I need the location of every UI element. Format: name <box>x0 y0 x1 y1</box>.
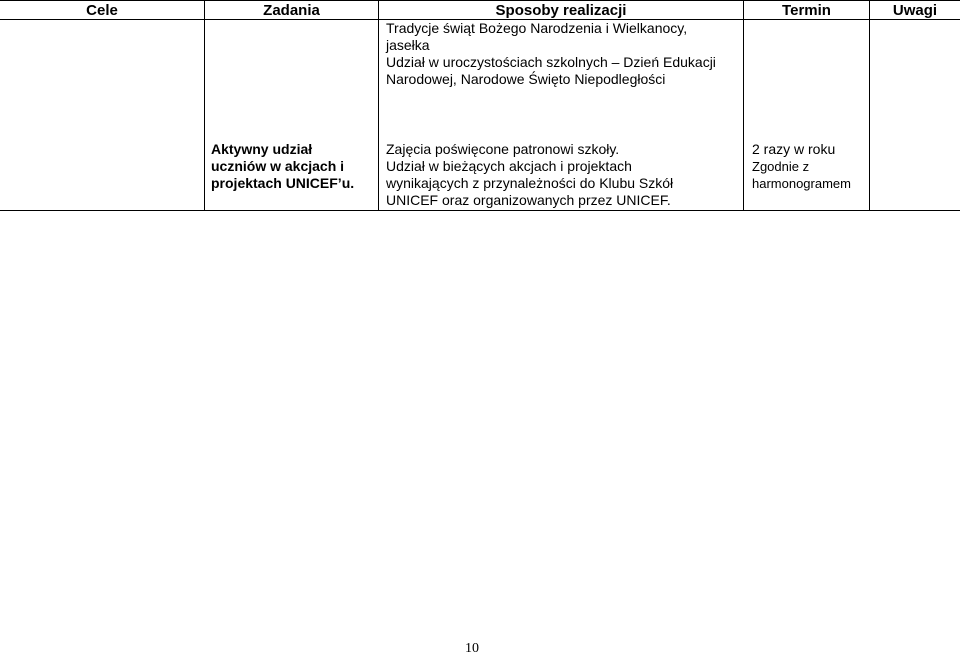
text-line: UNICEF oraz organizowanych przez UNICEF. <box>386 192 671 208</box>
column-divider-2 <box>378 0 379 211</box>
text-line: Zajęcia poświęcone patronowi szkoły. <box>386 141 620 157</box>
text-line: Tradycje świąt Bożego Narodzenia i Wielkanocy, <box>386 20 688 36</box>
header-uwagi: Uwagi <box>892 2 938 19</box>
text-line: wynikających z przynależności do Klubu Szkół <box>386 175 674 191</box>
page-number: 10 <box>465 641 479 656</box>
table-bottom-border <box>0 210 960 211</box>
row2-sposoby-realizacji <box>386 141 742 209</box>
table-top-border <box>0 0 960 1</box>
header-cele: Cele <box>86 2 118 19</box>
column-divider-4 <box>869 0 870 211</box>
row1-sposoby-realizacji <box>386 20 742 88</box>
text-line: Udział w bieżących akcjach i projektach <box>386 158 632 174</box>
header-zadania: Zadania <box>263 2 320 19</box>
header-termin: Termin <box>782 2 831 19</box>
text-line: Aktywny udział <box>211 141 313 157</box>
text-line: Udział w uroczystościach szkolnych – Dzień Edukacji <box>386 54 716 70</box>
text-line: harmonogramem <box>752 176 851 191</box>
text-line: Narodowej, Narodowe Święto Niepodległości <box>386 71 666 87</box>
row2-termin <box>752 141 868 192</box>
row2-zadania <box>211 141 377 192</box>
text-line: projektach UNICEF’u. <box>211 175 355 191</box>
column-divider-3 <box>743 0 744 211</box>
text-line: 2 razy w roku <box>752 141 836 157</box>
text-line: Zgodnie z <box>752 159 810 174</box>
header-sposoby-realizacji: Sposoby realizacji <box>495 2 627 19</box>
text-line: jasełka <box>386 37 430 53</box>
column-divider-1 <box>204 0 205 211</box>
text-line: uczniów w akcjach i <box>211 158 345 174</box>
